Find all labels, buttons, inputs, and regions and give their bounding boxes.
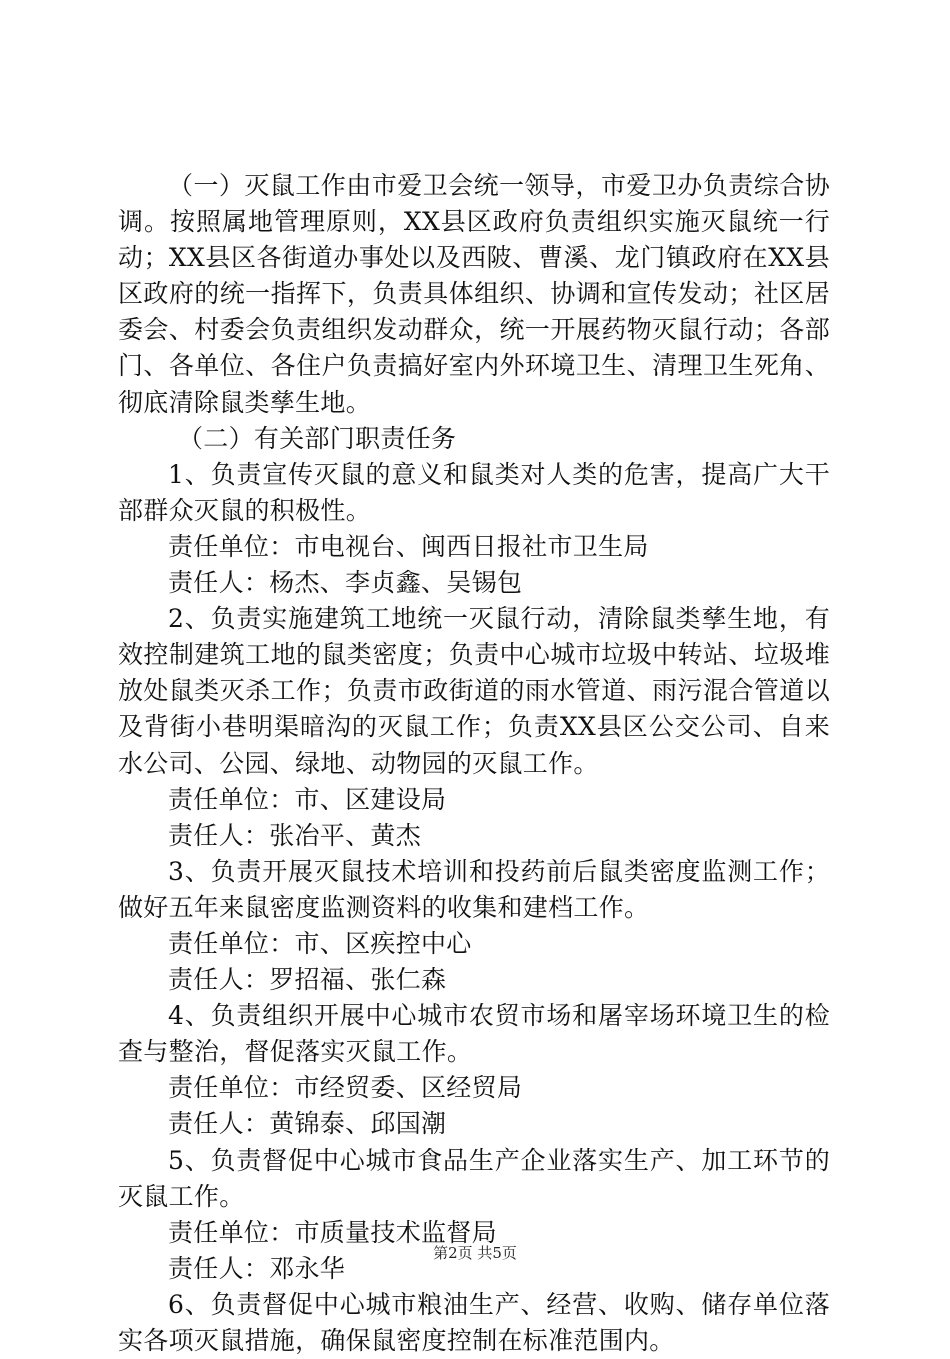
duty-item-6: 6、负责督促中心城市粮油生产、经营、收购、储存单位落实各项灭鼠措施，确保鼠密度控制在标准范围内。 [118, 1289, 830, 1355]
duty-item-3: 3、负责开展灭鼠技术培训和投药前后鼠类密度监测工作；做好五年来鼠密度监测资料的收集和建档工作。 [118, 856, 830, 922]
responsible-person-5: 责任人：邓永华 [168, 1253, 346, 1283]
responsible-person-2: 责任人：张冶平、黄杰 [168, 820, 422, 850]
responsible-unit-5: 责任单位：市质量技术监督局 [168, 1217, 497, 1247]
responsible-person-4: 责任人：黄锦泰、邱国潮 [168, 1109, 447, 1139]
responsible-unit-4: 责任单位：市经贸委、区经贸局 [168, 1073, 523, 1103]
duty-item-1: 1、负责宣传灭鼠的意义和鼠类对人类的危害，提高广大干部群众灭鼠的积极性。 [118, 459, 830, 525]
document-body [118, 168, 830, 1359]
section-heading-duties: （二）有关部门职责任务 [178, 423, 457, 453]
page-number-footer: 第2页 共5页 [433, 1244, 517, 1262]
responsible-person-3: 责任人：罗招福、张仁森 [168, 965, 447, 995]
paragraph-leadership: （一）灭鼠工作由市爱卫会统一领导，市爱卫办负责综合协调。按照属地管理原则，XX县区政府负责组织实施灭鼠统一行动；XX县区各街道办事处以及西陂、曹溪、龙门镇政府在XX县区政府的统一指挥下，负责具体组织、协调和宣传发动；社区居委会、村委会负责组织发动群众，统一开展药物灭鼠行动；各部门、各单位、各住户负责搞好室内外环境卫生、清理卫生死角、彻底清除鼠类孳生地。 [118, 171, 830, 417]
responsible-person-1: 责任人：杨杰、李贞鑫、吴锡包 [168, 568, 523, 598]
responsible-unit-1: 责任单位：市电视台、闽西日报社市卫生局 [168, 531, 649, 561]
duty-item-2: 2、负责实施建筑工地统一灭鼠行动，清除鼠类孳生地，有效控制建筑工地的鼠类密度；负责中心城市垃圾中转站、垃圾堆放处鼠类灭杀工作；负责市政街道的雨水管道、雨污混合管道以及背街小巷明渠暗沟的灭鼠工作；负责XX县区公交公司、自来水公司、公园、绿地、动物园的灭鼠工作。 [118, 604, 830, 778]
responsible-unit-3: 责任单位：市、区疾控中心 [168, 928, 472, 958]
duty-item-4: 4、负责组织开展中心城市农贸市场和屠宰场环境卫生的检查与整治，督促落实灭鼠工作。 [118, 1001, 830, 1067]
duty-item-5: 5、负责督促中心城市食品生产企业落实生产、加工环节的灭鼠工作。 [118, 1145, 830, 1211]
responsible-unit-2: 责任单位：市、区建设局 [168, 784, 447, 814]
